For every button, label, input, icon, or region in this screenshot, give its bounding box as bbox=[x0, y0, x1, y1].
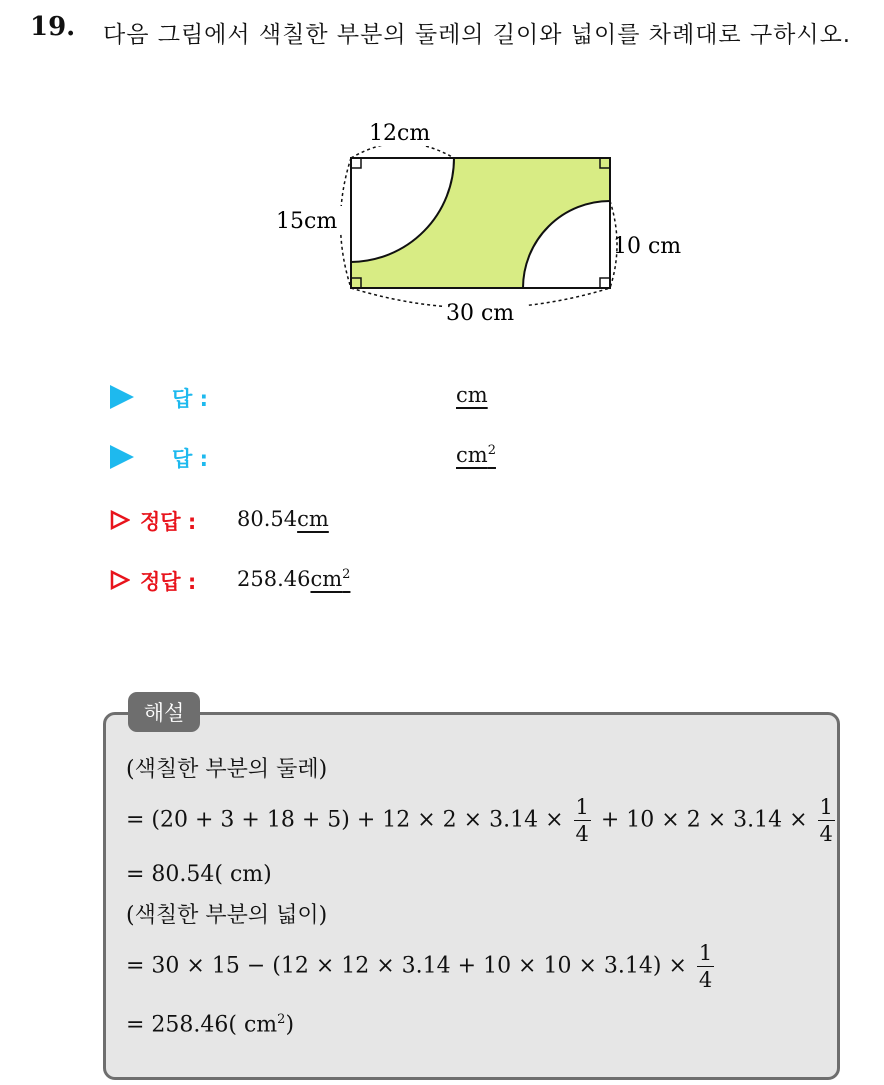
right-angle-mark bbox=[600, 278, 610, 288]
fraction: $\frac{1}{4}$ bbox=[698, 941, 713, 992]
correct-row-1 bbox=[110, 500, 510, 540]
correct-label: 정답 : bbox=[140, 510, 197, 534]
question-number: 19. bbox=[30, 12, 76, 42]
label-left: 15cm bbox=[276, 209, 338, 234]
answer-unit: cm bbox=[456, 383, 488, 407]
fraction: $\frac{1}{4}$ bbox=[575, 795, 589, 846]
triangle-marker-icon bbox=[110, 385, 134, 409]
triangle-marker-icon bbox=[110, 445, 134, 469]
figure-diagram bbox=[270, 108, 710, 333]
outline-triangle-icon bbox=[110, 510, 130, 530]
perimeter-expression: = (20 + 3 + 18 + 5) + 12 × 2 × 3.14 × $\frac{1}{4}$ + 10 × 2 × 3.14 × $\frac{1}{4}$ bbox=[126, 795, 833, 846]
label-top: 12cm bbox=[369, 121, 431, 146]
perimeter-result: = 80.54( cm) bbox=[126, 862, 272, 887]
shaded-region bbox=[351, 158, 610, 288]
correct-value: $258.46cm^2$ bbox=[237, 567, 351, 591]
label-right: 10 cm bbox=[613, 234, 682, 259]
correct-row-2 bbox=[110, 560, 510, 600]
area-result: = 258.46( $cm^2$) bbox=[126, 1012, 295, 1038]
area-title: (색칠한 부분의 넓이) bbox=[126, 903, 328, 928]
right-angle-mark bbox=[351, 158, 361, 168]
area-expression: = 30 × 15 − (12 × 12 × 3.14 + 10 × 10 × 3.14) × $\frac{1}{4}$ bbox=[126, 941, 713, 992]
answer-row-1 bbox=[110, 377, 610, 417]
fraction: $\frac{1}{4}$ bbox=[819, 795, 833, 846]
perimeter-title: (색칠한 부분의 둘레) bbox=[126, 757, 328, 782]
explanation-tag: 해설 bbox=[128, 692, 200, 732]
answer-label: 답 : bbox=[172, 447, 208, 471]
answer-label: 답 : bbox=[172, 387, 208, 411]
question-text: 다음 그림에서 색칠한 부분의 둘레의 길이와 넓이를 차례대로 구하시오. bbox=[103, 22, 852, 48]
correct-label: 정답 : bbox=[140, 570, 197, 594]
answer-unit: $cm^2$ bbox=[456, 443, 496, 467]
outline-triangle-icon bbox=[110, 570, 130, 590]
answer-row-2 bbox=[110, 437, 610, 477]
label-bottom: 30 cm bbox=[446, 301, 515, 326]
correct-value: 80.54cm bbox=[237, 507, 329, 531]
